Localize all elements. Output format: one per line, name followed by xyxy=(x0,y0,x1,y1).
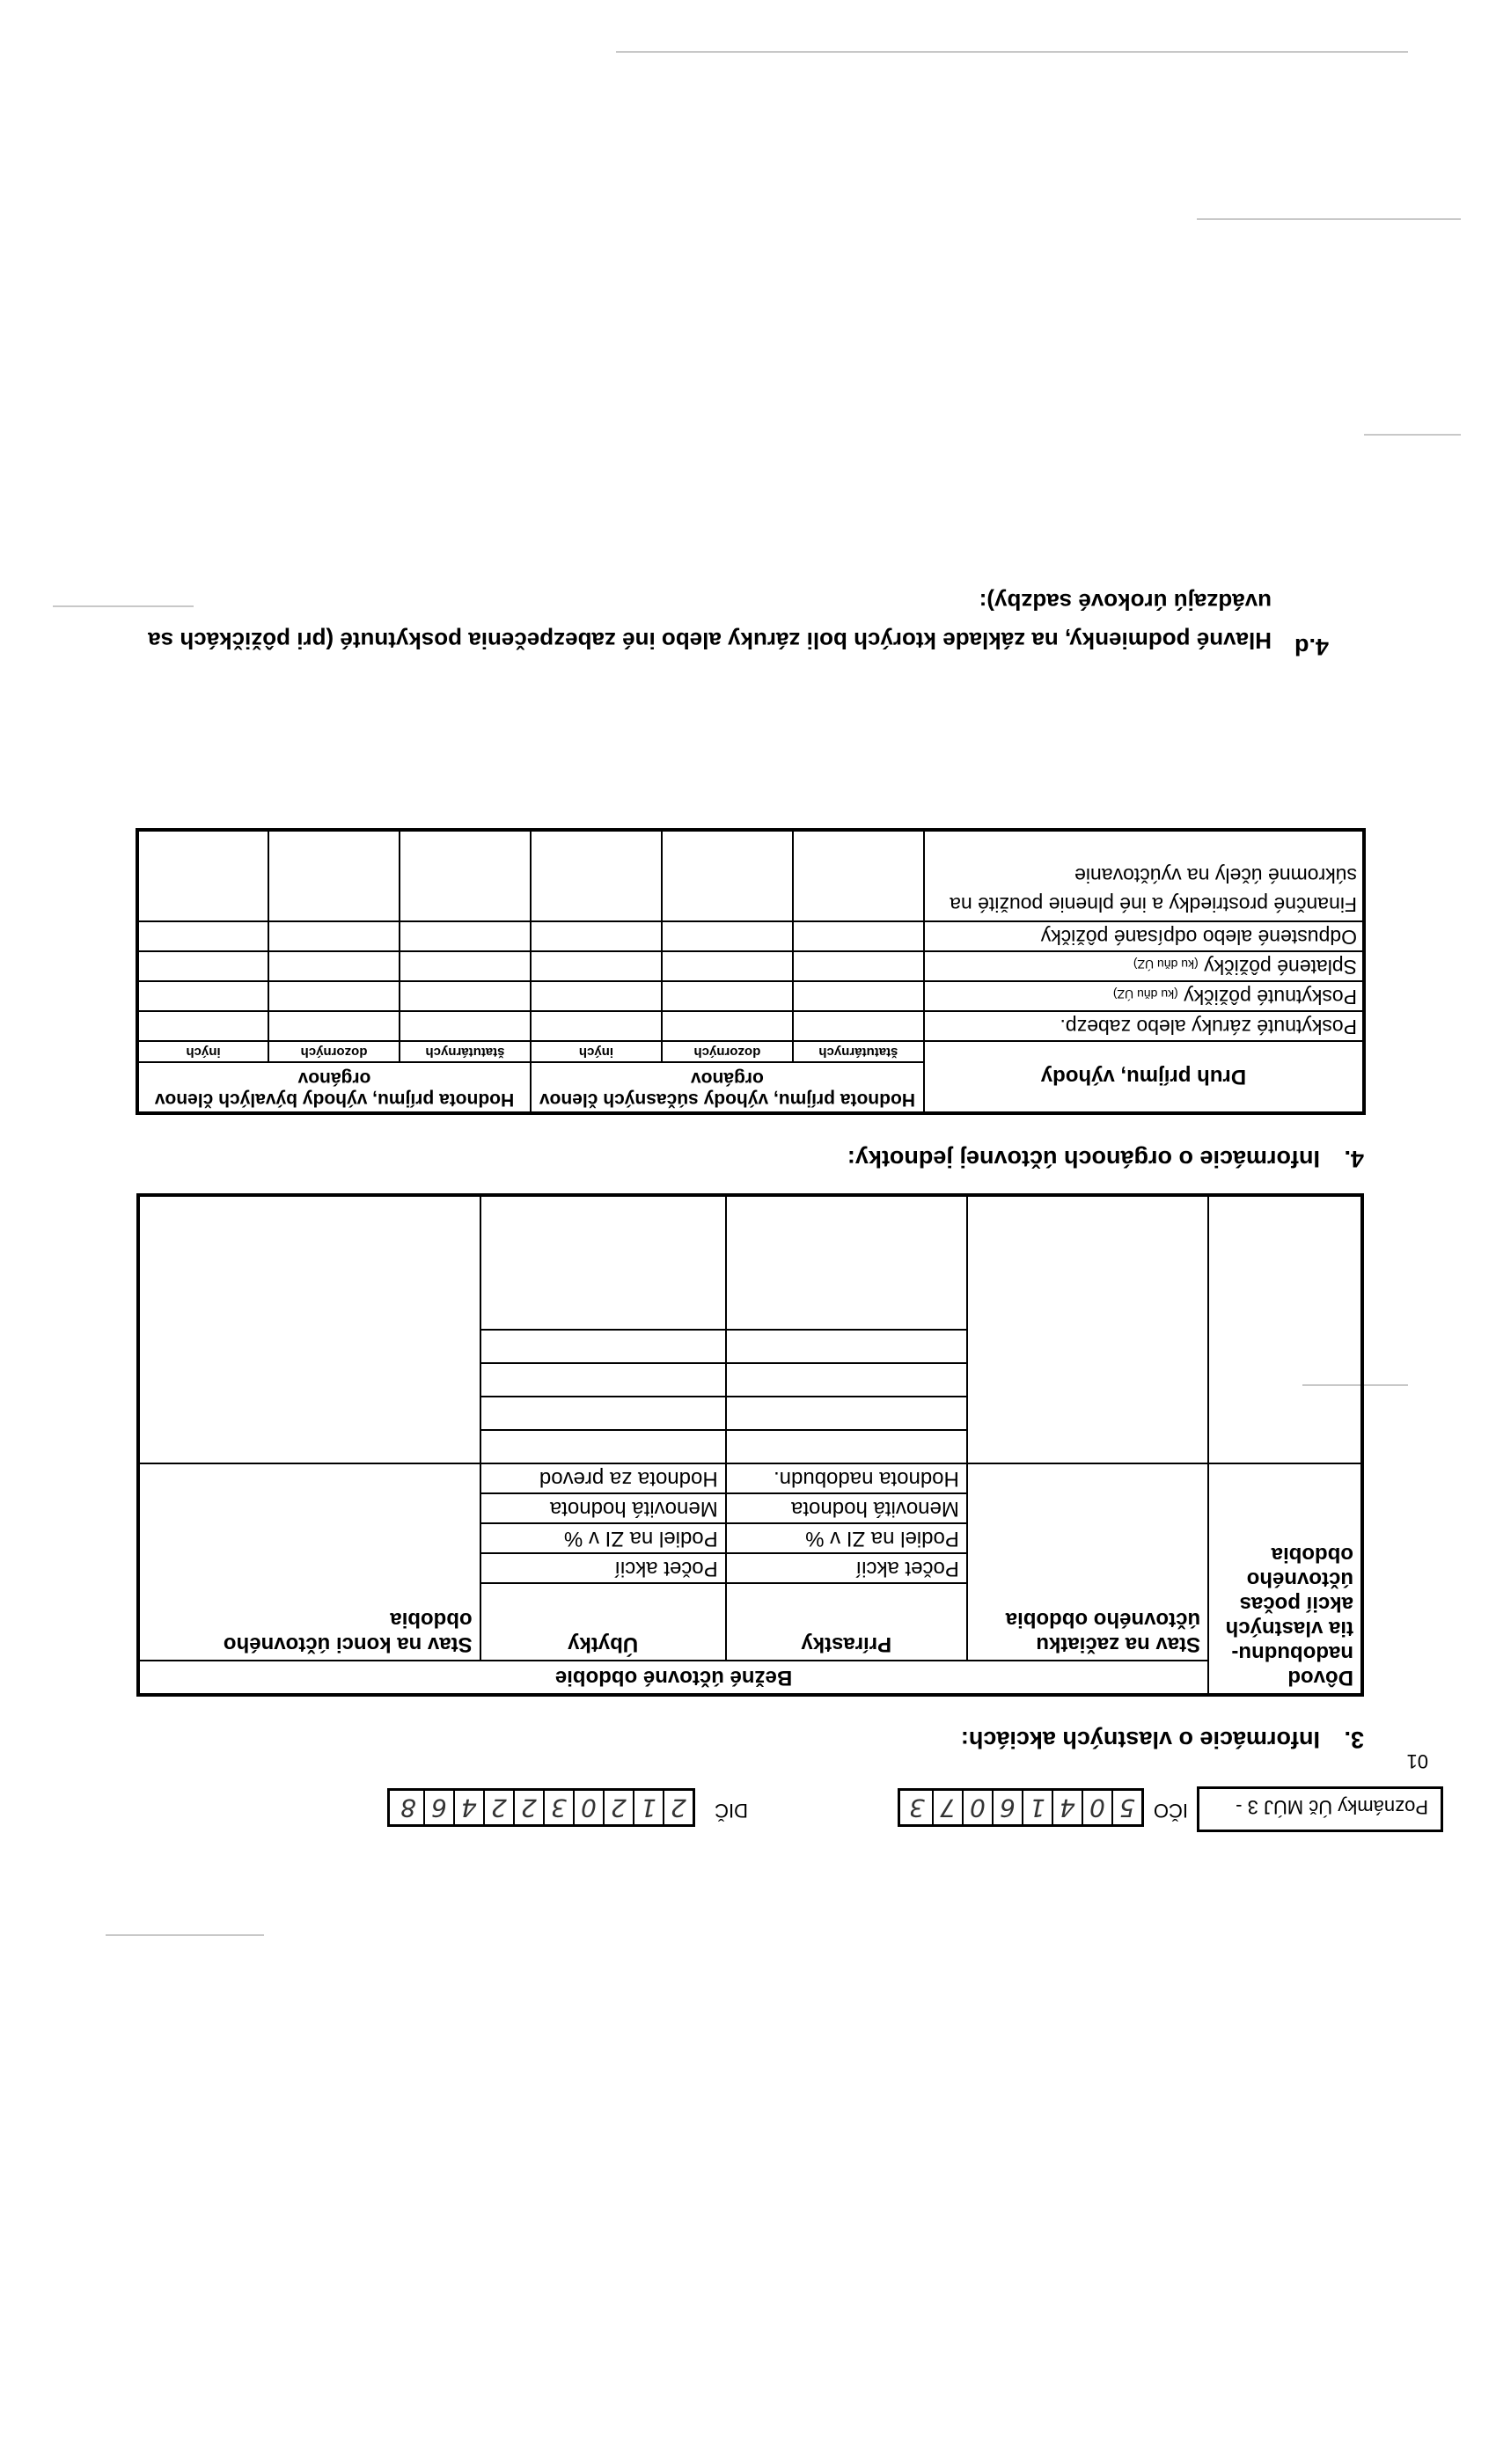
col-former-header: Hodnota príjmu, výhody bývalých členov orgánov xyxy=(137,1062,531,1113)
table-cell xyxy=(793,830,924,921)
table-cell xyxy=(481,1429,725,1463)
dic-label: DIČ xyxy=(715,1800,748,1822)
table-cell xyxy=(481,1362,725,1396)
table-cell xyxy=(268,1011,400,1041)
table-cell xyxy=(481,1329,725,1362)
dic-digit: 4 xyxy=(453,1791,483,1824)
col-reason-header: Dôvod nadobudnu-tia vlastných akcií počas účtovného obdobia xyxy=(1208,1463,1362,1695)
disposals-subheaders xyxy=(480,1463,726,1583)
ico-digit: 3 xyxy=(909,1793,925,1822)
table-cell xyxy=(662,981,793,1011)
table-cell xyxy=(268,921,400,951)
own-shares-table xyxy=(136,1193,1364,1697)
dic-digit-boxes xyxy=(387,1788,695,1827)
table-cell xyxy=(727,1329,966,1362)
form-code-label: Poznámky Úč MÚJ 3 - 01 xyxy=(1197,1786,1443,1832)
ico-digit: 1 xyxy=(1022,1791,1052,1824)
table-cell xyxy=(481,1396,725,1429)
section3-number: 3. xyxy=(1344,1727,1364,1753)
col-additions-header: Prírastky xyxy=(726,1583,967,1661)
dic-digit: 0 xyxy=(573,1791,603,1824)
table-cell xyxy=(268,951,400,981)
table-cell xyxy=(400,981,531,1011)
ico-digit: 4 xyxy=(1052,1791,1082,1824)
additions-subheaders xyxy=(726,1463,967,1583)
subcol-header: štatutárnych xyxy=(793,1041,924,1062)
additions-value-cells xyxy=(726,1195,967,1463)
table-cell xyxy=(793,1011,924,1041)
table-cell xyxy=(727,1362,966,1396)
table-cell xyxy=(137,1011,268,1041)
section3-title: Informácie o vlastných akciách: xyxy=(960,1727,1320,1753)
table-cell xyxy=(531,921,662,951)
row-label: Odpustené alebo odpísané pôžičky xyxy=(924,921,1364,951)
dic-digit: 2 xyxy=(513,1791,543,1824)
sub-header: Podiel na ZI v % xyxy=(727,1522,966,1552)
table-cell xyxy=(793,921,924,951)
ico-digit: 0 xyxy=(1082,1791,1111,1824)
table-cell xyxy=(138,1195,480,1463)
table-cell xyxy=(967,1195,1208,1463)
table-cell xyxy=(662,830,793,921)
table-cell xyxy=(531,830,662,921)
table-cell xyxy=(727,1429,966,1463)
table-cell xyxy=(531,951,662,981)
sub-header: Podiel na ZI v % xyxy=(481,1522,725,1552)
table-cell xyxy=(662,1011,793,1041)
ico-digit-boxes xyxy=(898,1788,1144,1827)
scan-artifact-line xyxy=(616,51,1408,53)
table-cell xyxy=(727,1197,966,1329)
dic-digit: 1 xyxy=(633,1791,663,1824)
sub-header: Hodnota za prevod xyxy=(539,1467,718,1491)
table-cell xyxy=(481,1197,725,1329)
row-label xyxy=(924,951,1364,981)
sub-header: Menovitá hodnota xyxy=(727,1492,966,1522)
form-header xyxy=(123,1750,1443,1832)
sub-header: Hodnota nadobudn. xyxy=(774,1467,959,1491)
subcol-header: dozorných xyxy=(268,1041,400,1062)
table-cell xyxy=(793,981,924,1011)
dic-digit: 2 xyxy=(663,1791,693,1824)
ico-label: IČO xyxy=(1153,1800,1188,1822)
dic-digit: 6 xyxy=(423,1791,453,1824)
col-type-header: Druh príjmu, výhody xyxy=(924,1041,1364,1113)
ico-digit: 6 xyxy=(992,1791,1022,1824)
row-label-text: Splatené pôžičky xyxy=(1204,956,1357,979)
table-cell xyxy=(137,830,268,921)
dic-digit: 8 xyxy=(400,1793,416,1822)
ico-digit: 0 xyxy=(962,1791,992,1824)
col-current-header: Hodnota príjmu, výhody súčasných členov orgánov xyxy=(531,1062,924,1113)
col-end-header: Stav na konci účtovného obdobia xyxy=(138,1463,480,1661)
scan-artifact-line xyxy=(106,1934,264,1936)
table-cell xyxy=(400,951,531,981)
period-header: Bežné účtovné obdobie xyxy=(138,1661,1208,1695)
section4-number: 4. xyxy=(1344,1146,1364,1172)
table-cell xyxy=(400,1011,531,1041)
disposals-value-cells xyxy=(480,1195,726,1463)
row-label: Poskytnuté záruky alebo zabezp. xyxy=(924,1011,1364,1041)
sub-header: Počet akcií xyxy=(481,1552,725,1582)
table-cell xyxy=(531,981,662,1011)
table-cell xyxy=(400,921,531,951)
table-cell xyxy=(137,981,268,1011)
col-disposals-header: Úbytky xyxy=(480,1583,726,1661)
dic-digit: 2 xyxy=(603,1791,633,1824)
row-label: Finančné prostriedky a iné plnenie použité na súkromné účely na vyúčtovanie xyxy=(924,830,1364,921)
section4d-text: Hlavné podmienky, na základe ktorých boli záruky alebo iné zabezpečenia poskytnuté (pri pôžičkách sa uvádzajú úrokové sadzby): xyxy=(148,589,1272,654)
table-cell xyxy=(400,830,531,921)
subcol-header: iných xyxy=(531,1041,662,1062)
subcol-header: štatutárnych xyxy=(400,1041,531,1062)
table-cell xyxy=(662,951,793,981)
row-label-note: (ku dňu ÚZ) xyxy=(1133,957,1199,972)
ico-digit: 7 xyxy=(932,1791,962,1824)
section4d-number: 4.d xyxy=(1294,634,1329,660)
sub-header: Počet akcií xyxy=(727,1552,966,1582)
dic-digit: 2 xyxy=(483,1791,513,1824)
bodies-benefits-table xyxy=(136,828,1366,1115)
ico-digit: 5 xyxy=(1111,1791,1141,1824)
table-cell xyxy=(531,1011,662,1041)
scan-artifact-line xyxy=(1364,434,1461,436)
table-cell xyxy=(137,951,268,981)
row-label-text: Poskytnuté pôžičky xyxy=(1184,986,1357,1008)
row-label xyxy=(924,981,1364,1011)
table-cell xyxy=(1208,1195,1362,1463)
row-label-note: (ku dňu ÚZ) xyxy=(1112,987,1178,1001)
subcol-header: iných xyxy=(137,1041,268,1062)
scan-artifact-line xyxy=(1197,218,1461,220)
table-cell xyxy=(793,951,924,981)
col-start-header: Stav na začiatku účtovného obdobia xyxy=(967,1463,1208,1661)
table-cell xyxy=(268,830,400,921)
section4-title: Informácie o orgánoch účtovnej jednotky: xyxy=(847,1146,1320,1172)
dic-digit: 3 xyxy=(543,1791,573,1824)
table-cell xyxy=(662,921,793,951)
sub-header: Menovitá hodnota xyxy=(481,1492,725,1522)
table-cell xyxy=(137,921,268,951)
table-cell xyxy=(727,1396,966,1429)
table-cell xyxy=(268,981,400,1011)
subcol-header: dozorných xyxy=(662,1041,793,1062)
